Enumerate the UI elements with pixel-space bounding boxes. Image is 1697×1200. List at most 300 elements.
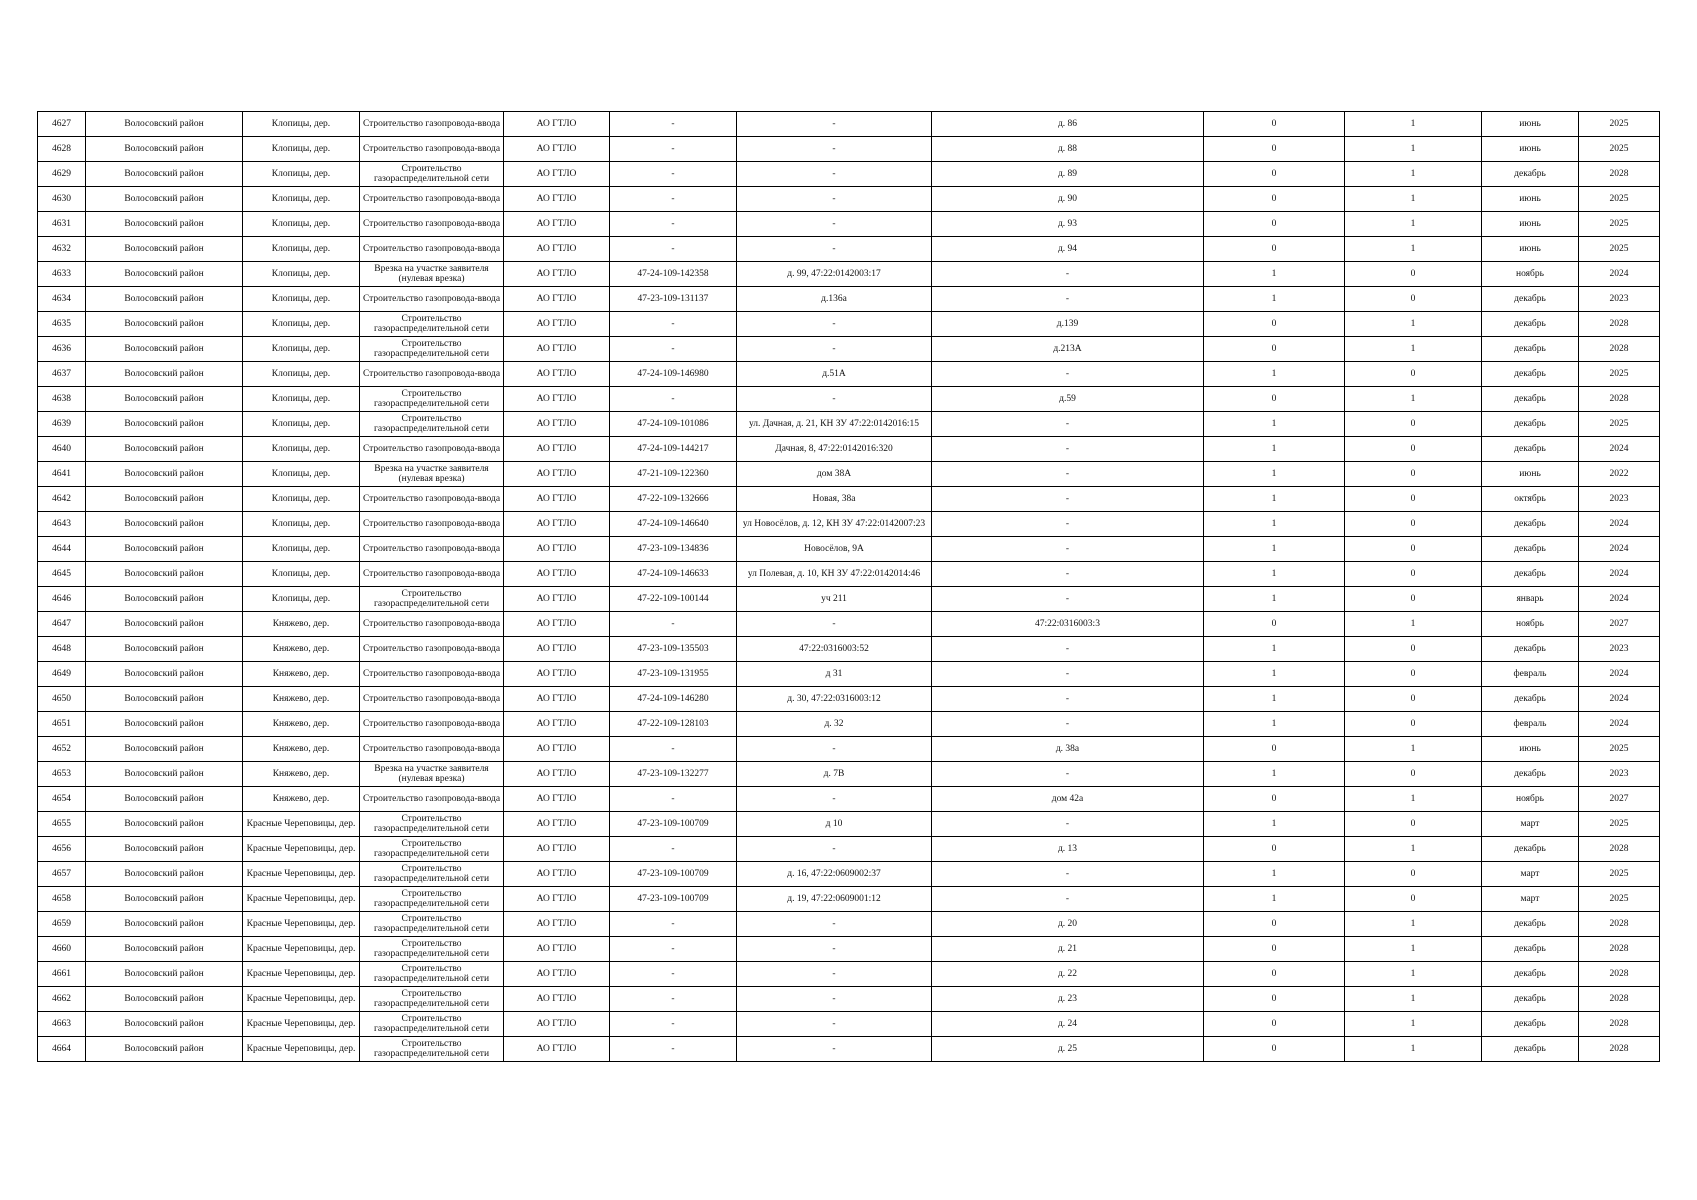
work-type-cell: Строительство газораспределительной сети xyxy=(360,912,504,937)
connected-address-cell: - xyxy=(737,162,932,187)
count-planned-cell: 0 xyxy=(1345,262,1482,287)
count-connected-cell: 1 xyxy=(1204,412,1345,437)
month-cell: ноябрь xyxy=(1482,612,1579,637)
table-row xyxy=(38,487,1660,512)
table-row xyxy=(38,912,1660,937)
year-cell: 2024 xyxy=(1579,587,1660,612)
year-cell: 2025 xyxy=(1579,887,1660,912)
row-number-cell: 4659 xyxy=(38,912,86,937)
locality-cell: Княжево, дер. xyxy=(243,662,360,687)
table-row xyxy=(38,737,1660,762)
connected-address-cell: ул Полевая, д. 10, КН ЗУ 47:22:0142014:46 xyxy=(737,562,932,587)
work-type-cell: Строительство газораспределительной сети xyxy=(360,387,504,412)
table-body xyxy=(38,112,1660,1062)
count-connected-cell: 1 xyxy=(1204,712,1345,737)
row-number-cell: 4644 xyxy=(38,537,86,562)
district-cell: Волосовский район xyxy=(86,612,243,637)
planned-address-cell: д. 22 xyxy=(932,962,1204,987)
work-type-cell: Строительство газопровода-ввода xyxy=(360,187,504,212)
district-cell: Волосовский район xyxy=(86,337,243,362)
count-planned-cell: 0 xyxy=(1345,512,1482,537)
district-cell: Волосовский район xyxy=(86,112,243,137)
count-connected-cell: 0 xyxy=(1204,187,1345,212)
table-row xyxy=(38,437,1660,462)
row-number-cell: 4632 xyxy=(38,237,86,262)
table-row xyxy=(38,512,1660,537)
district-cell: Волосовский район xyxy=(86,412,243,437)
work-type-cell: Строительство газораспределительной сети xyxy=(360,937,504,962)
connected-address-cell: - xyxy=(737,1037,932,1062)
locality-cell: Клопицы, дер. xyxy=(243,212,360,237)
count-connected-cell: 1 xyxy=(1204,512,1345,537)
locality-cell: Красные Череповицы, дер. xyxy=(243,887,360,912)
year-cell: 2028 xyxy=(1579,837,1660,862)
organization-cell: АО ГТЛО xyxy=(504,862,610,887)
month-cell: декабрь xyxy=(1482,912,1579,937)
year-cell: 2025 xyxy=(1579,862,1660,887)
count-planned-cell: 1 xyxy=(1345,337,1482,362)
count-planned-cell: 0 xyxy=(1345,562,1482,587)
planned-address-cell: д. 24 xyxy=(932,1012,1204,1037)
month-cell: декабрь xyxy=(1482,937,1579,962)
count-connected-cell: 0 xyxy=(1204,162,1345,187)
connected-address-cell: д 10 xyxy=(737,812,932,837)
locality-cell: Клопицы, дер. xyxy=(243,537,360,562)
work-type-cell: Строительство газопровода-ввода xyxy=(360,437,504,462)
district-cell: Волосовский район xyxy=(86,437,243,462)
work-type-cell: Строительство газопровода-ввода xyxy=(360,137,504,162)
month-cell: июнь xyxy=(1482,137,1579,162)
planned-address-cell: - xyxy=(932,637,1204,662)
contract-number-cell: - xyxy=(610,987,737,1012)
month-cell: декабрь xyxy=(1482,437,1579,462)
connected-address-cell: д.51А xyxy=(737,362,932,387)
organization-cell: АО ГТЛО xyxy=(504,612,610,637)
contract-number-cell: 47-23-109-131137 xyxy=(610,287,737,312)
count-connected-cell: 0 xyxy=(1204,737,1345,762)
district-cell: Волосовский район xyxy=(86,362,243,387)
locality-cell: Клопицы, дер. xyxy=(243,387,360,412)
work-type-cell: Строительство газопровода-ввода xyxy=(360,362,504,387)
locality-cell: Клопицы, дер. xyxy=(243,512,360,537)
month-cell: октябрь xyxy=(1482,487,1579,512)
table-row xyxy=(38,937,1660,962)
locality-cell: Княжево, дер. xyxy=(243,687,360,712)
count-connected-cell: 0 xyxy=(1204,237,1345,262)
year-cell: 2028 xyxy=(1579,987,1660,1012)
contract-number-cell: 47-24-109-101086 xyxy=(610,412,737,437)
table-row xyxy=(38,262,1660,287)
connected-address-cell: - xyxy=(737,612,932,637)
connected-address-cell: - xyxy=(737,137,932,162)
year-cell: 2025 xyxy=(1579,812,1660,837)
work-type-cell: Строительство газораспределительной сети xyxy=(360,837,504,862)
count-connected-cell: 0 xyxy=(1204,612,1345,637)
locality-cell: Клопицы, дер. xyxy=(243,137,360,162)
planned-address-cell: д.213А xyxy=(932,337,1204,362)
organization-cell: АО ГТЛО xyxy=(504,162,610,187)
month-cell: декабрь xyxy=(1482,362,1579,387)
year-cell: 2025 xyxy=(1579,112,1660,137)
contract-number-cell: 47-24-109-146640 xyxy=(610,512,737,537)
table-row xyxy=(38,187,1660,212)
work-type-cell: Строительство газопровода-ввода xyxy=(360,737,504,762)
planned-address-cell: д. 20 xyxy=(932,912,1204,937)
table-row xyxy=(38,112,1660,137)
connected-address-cell: д. 16, 47:22:0609002:37 xyxy=(737,862,932,887)
year-cell: 2028 xyxy=(1579,962,1660,987)
organization-cell: АО ГТЛО xyxy=(504,487,610,512)
month-cell: декабрь xyxy=(1482,687,1579,712)
table-row xyxy=(38,412,1660,437)
organization-cell: АО ГТЛО xyxy=(504,462,610,487)
count-connected-cell: 1 xyxy=(1204,262,1345,287)
district-cell: Волосовский район xyxy=(86,962,243,987)
row-number-cell: 4637 xyxy=(38,362,86,387)
count-planned-cell: 1 xyxy=(1345,737,1482,762)
organization-cell: АО ГТЛО xyxy=(504,512,610,537)
row-number-cell: 4654 xyxy=(38,787,86,812)
planned-address-cell: д. 21 xyxy=(932,937,1204,962)
count-planned-cell: 1 xyxy=(1345,987,1482,1012)
row-number-cell: 4639 xyxy=(38,412,86,437)
locality-cell: Красные Череповицы, дер. xyxy=(243,1012,360,1037)
district-cell: Волосовский район xyxy=(86,937,243,962)
year-cell: 2028 xyxy=(1579,1037,1660,1062)
contract-number-cell: 47-24-109-142358 xyxy=(610,262,737,287)
work-type-cell: Строительство газопровода-ввода xyxy=(360,487,504,512)
row-number-cell: 4643 xyxy=(38,512,86,537)
planned-address-cell: д. 25 xyxy=(932,1037,1204,1062)
count-planned-cell: 1 xyxy=(1345,1037,1482,1062)
count-planned-cell: 0 xyxy=(1345,362,1482,387)
organization-cell: АО ГТЛО xyxy=(504,637,610,662)
contract-number-cell: - xyxy=(610,112,737,137)
work-type-cell: Строительство газораспределительной сети xyxy=(360,412,504,437)
locality-cell: Клопицы, дер. xyxy=(243,112,360,137)
table-row xyxy=(38,862,1660,887)
row-number-cell: 4628 xyxy=(38,137,86,162)
row-number-cell: 4655 xyxy=(38,812,86,837)
district-cell: Волосовский район xyxy=(86,187,243,212)
table-row xyxy=(38,337,1660,362)
year-cell: 2024 xyxy=(1579,262,1660,287)
month-cell: декабрь xyxy=(1482,837,1579,862)
count-planned-cell: 0 xyxy=(1345,687,1482,712)
count-connected-cell: 0 xyxy=(1204,337,1345,362)
connected-address-cell: - xyxy=(737,987,932,1012)
count-planned-cell: 1 xyxy=(1345,912,1482,937)
count-connected-cell: 0 xyxy=(1204,937,1345,962)
district-cell: Волосовский район xyxy=(86,862,243,887)
planned-address-cell: - xyxy=(932,512,1204,537)
year-cell: 2028 xyxy=(1579,912,1660,937)
year-cell: 2024 xyxy=(1579,687,1660,712)
month-cell: декабрь xyxy=(1482,987,1579,1012)
work-type-cell: Врезка на участке заявителя (нулевая врезка) xyxy=(360,762,504,787)
locality-cell: Княжево, дер. xyxy=(243,787,360,812)
count-planned-cell: 1 xyxy=(1345,137,1482,162)
contract-number-cell: 47-23-109-132277 xyxy=(610,762,737,787)
count-planned-cell: 1 xyxy=(1345,612,1482,637)
planned-address-cell: - xyxy=(932,862,1204,887)
count-connected-cell: 1 xyxy=(1204,462,1345,487)
work-type-cell: Врезка на участке заявителя (нулевая врезка) xyxy=(360,262,504,287)
count-planned-cell: 1 xyxy=(1345,962,1482,987)
row-number-cell: 4646 xyxy=(38,587,86,612)
connected-address-cell: - xyxy=(737,212,932,237)
connected-address-cell: д.136а xyxy=(737,287,932,312)
organization-cell: АО ГТЛО xyxy=(504,212,610,237)
month-cell: февраль xyxy=(1482,662,1579,687)
contract-number-cell: - xyxy=(610,837,737,862)
contract-number-cell: - xyxy=(610,212,737,237)
locality-cell: Княжево, дер. xyxy=(243,712,360,737)
month-cell: март xyxy=(1482,812,1579,837)
organization-cell: АО ГТЛО xyxy=(504,687,610,712)
organization-cell: АО ГТЛО xyxy=(504,137,610,162)
month-cell: декабрь xyxy=(1482,1012,1579,1037)
district-cell: Волосовский район xyxy=(86,987,243,1012)
year-cell: 2027 xyxy=(1579,787,1660,812)
table-row xyxy=(38,287,1660,312)
locality-cell: Красные Череповицы, дер. xyxy=(243,912,360,937)
work-type-cell: Строительство газопровода-ввода xyxy=(360,637,504,662)
year-cell: 2024 xyxy=(1579,662,1660,687)
count-connected-cell: 0 xyxy=(1204,962,1345,987)
district-cell: Волосовский район xyxy=(86,837,243,862)
contract-number-cell: 47-22-109-128103 xyxy=(610,712,737,737)
work-type-cell: Строительство газораспределительной сети xyxy=(360,1037,504,1062)
count-planned-cell: 0 xyxy=(1345,862,1482,887)
year-cell: 2023 xyxy=(1579,762,1660,787)
count-connected-cell: 1 xyxy=(1204,862,1345,887)
count-planned-cell: 0 xyxy=(1345,437,1482,462)
month-cell: июнь xyxy=(1482,187,1579,212)
table-row xyxy=(38,462,1660,487)
contract-number-cell: - xyxy=(610,137,737,162)
organization-cell: АО ГТЛО xyxy=(504,262,610,287)
district-cell: Волосовский район xyxy=(86,1037,243,1062)
contract-number-cell: 47-23-109-131955 xyxy=(610,662,737,687)
contract-number-cell: - xyxy=(610,612,737,637)
row-number-cell: 4629 xyxy=(38,162,86,187)
organization-cell: АО ГТЛО xyxy=(504,437,610,462)
district-cell: Волосовский район xyxy=(86,787,243,812)
table-row xyxy=(38,837,1660,862)
connected-address-cell: д. 30, 47:22:0316003:12 xyxy=(737,687,932,712)
connected-address-cell: - xyxy=(737,837,932,862)
year-cell: 2028 xyxy=(1579,387,1660,412)
locality-cell: Красные Череповицы, дер. xyxy=(243,837,360,862)
row-number-cell: 4652 xyxy=(38,737,86,762)
locality-cell: Красные Череповицы, дер. xyxy=(243,862,360,887)
organization-cell: АО ГТЛО xyxy=(504,1037,610,1062)
organization-cell: АО ГТЛО xyxy=(504,987,610,1012)
year-cell: 2023 xyxy=(1579,287,1660,312)
row-number-cell: 4650 xyxy=(38,687,86,712)
count-planned-cell: 0 xyxy=(1345,812,1482,837)
locality-cell: Красные Череповицы, дер. xyxy=(243,1037,360,1062)
count-planned-cell: 1 xyxy=(1345,187,1482,212)
month-cell: декабрь xyxy=(1482,162,1579,187)
connected-address-cell: 47:22:0316003:52 xyxy=(737,637,932,662)
organization-cell: АО ГТЛО xyxy=(504,912,610,937)
district-cell: Волосовский район xyxy=(86,487,243,512)
year-cell: 2025 xyxy=(1579,737,1660,762)
connected-address-cell: - xyxy=(737,787,932,812)
month-cell: декабрь xyxy=(1482,387,1579,412)
district-cell: Волосовский район xyxy=(86,637,243,662)
table-row xyxy=(38,787,1660,812)
count-connected-cell: 0 xyxy=(1204,137,1345,162)
district-cell: Волосовский район xyxy=(86,587,243,612)
count-planned-cell: 0 xyxy=(1345,762,1482,787)
work-type-cell: Врезка на участке заявителя (нулевая врезка) xyxy=(360,462,504,487)
count-planned-cell: 1 xyxy=(1345,212,1482,237)
count-planned-cell: 1 xyxy=(1345,112,1482,137)
row-number-cell: 4636 xyxy=(38,337,86,362)
contract-number-cell: - xyxy=(610,387,737,412)
locality-cell: Клопицы, дер. xyxy=(243,337,360,362)
planned-address-cell: д.139 xyxy=(932,312,1204,337)
locality-cell: Красные Череповицы, дер. xyxy=(243,812,360,837)
contract-number-cell: - xyxy=(610,912,737,937)
row-number-cell: 4649 xyxy=(38,662,86,687)
district-cell: Волосовский район xyxy=(86,162,243,187)
count-planned-cell: 0 xyxy=(1345,712,1482,737)
contract-number-cell: - xyxy=(610,237,737,262)
work-type-cell: Строительство газопровода-ввода xyxy=(360,787,504,812)
district-cell: Волосовский район xyxy=(86,737,243,762)
organization-cell: АО ГТЛО xyxy=(504,737,610,762)
district-cell: Волосовский район xyxy=(86,262,243,287)
row-number-cell: 4641 xyxy=(38,462,86,487)
district-cell: Волосовский район xyxy=(86,462,243,487)
organization-cell: АО ГТЛО xyxy=(504,312,610,337)
row-number-cell: 4651 xyxy=(38,712,86,737)
count-connected-cell: 1 xyxy=(1204,537,1345,562)
table-row xyxy=(38,712,1660,737)
year-cell: 2023 xyxy=(1579,487,1660,512)
organization-cell: АО ГТЛО xyxy=(504,812,610,837)
connected-address-cell: - xyxy=(737,387,932,412)
year-cell: 2025 xyxy=(1579,412,1660,437)
year-cell: 2025 xyxy=(1579,187,1660,212)
work-type-cell: Строительство газопровода-ввода xyxy=(360,112,504,137)
organization-cell: АО ГТЛО xyxy=(504,112,610,137)
planned-address-cell: - xyxy=(932,762,1204,787)
count-planned-cell: 1 xyxy=(1345,237,1482,262)
planned-address-cell: - xyxy=(932,412,1204,437)
month-cell: декабрь xyxy=(1482,287,1579,312)
count-planned-cell: 0 xyxy=(1345,587,1482,612)
work-type-cell: Строительство газораспределительной сети xyxy=(360,887,504,912)
locality-cell: Клопицы, дер. xyxy=(243,312,360,337)
locality-cell: Княжево, дер. xyxy=(243,612,360,637)
row-number-cell: 4658 xyxy=(38,887,86,912)
organization-cell: АО ГТЛО xyxy=(504,587,610,612)
row-number-cell: 4633 xyxy=(38,262,86,287)
year-cell: 2025 xyxy=(1579,212,1660,237)
count-connected-cell: 0 xyxy=(1204,912,1345,937)
contract-number-cell: 47-24-109-146633 xyxy=(610,562,737,587)
planned-address-cell: - xyxy=(932,812,1204,837)
work-type-cell: Строительство газопровода-ввода xyxy=(360,712,504,737)
work-type-cell: Строительство газопровода-ввода xyxy=(360,212,504,237)
count-connected-cell: 1 xyxy=(1204,662,1345,687)
contract-number-cell: - xyxy=(610,962,737,987)
organization-cell: АО ГТЛО xyxy=(504,937,610,962)
organization-cell: АО ГТЛО xyxy=(504,762,610,787)
month-cell: декабрь xyxy=(1482,962,1579,987)
count-connected-cell: 1 xyxy=(1204,687,1345,712)
contract-number-cell: - xyxy=(610,187,737,212)
locality-cell: Клопицы, дер. xyxy=(243,162,360,187)
contract-number-cell: - xyxy=(610,737,737,762)
count-planned-cell: 1 xyxy=(1345,312,1482,337)
year-cell: 2028 xyxy=(1579,1012,1660,1037)
connected-address-cell: д. 99, 47:22:0142003:17 xyxy=(737,262,932,287)
connected-address-cell: Дачная, 8, 47:22:0142016:320 xyxy=(737,437,932,462)
month-cell: июнь xyxy=(1482,212,1579,237)
organization-cell: АО ГТЛО xyxy=(504,387,610,412)
table-row xyxy=(38,587,1660,612)
table-row xyxy=(38,212,1660,237)
district-cell: Волосовский район xyxy=(86,312,243,337)
table-row xyxy=(38,162,1660,187)
table-row xyxy=(38,637,1660,662)
connected-address-cell: - xyxy=(737,937,932,962)
connected-address-cell: дом 38А xyxy=(737,462,932,487)
work-type-cell: Строительство газопровода-ввода xyxy=(360,662,504,687)
organization-cell: АО ГТЛО xyxy=(504,362,610,387)
row-number-cell: 4638 xyxy=(38,387,86,412)
connected-address-cell: д. 32 xyxy=(737,712,932,737)
count-connected-cell: 1 xyxy=(1204,587,1345,612)
month-cell: декабрь xyxy=(1482,562,1579,587)
planned-address-cell: 47:22:0316003:3 xyxy=(932,612,1204,637)
locality-cell: Клопицы, дер. xyxy=(243,262,360,287)
month-cell: декабрь xyxy=(1482,637,1579,662)
district-cell: Волосовский район xyxy=(86,212,243,237)
contract-number-cell: 47-24-109-144217 xyxy=(610,437,737,462)
organization-cell: АО ГТЛО xyxy=(504,1012,610,1037)
row-number-cell: 4627 xyxy=(38,112,86,137)
connected-address-cell: - xyxy=(737,312,932,337)
row-number-cell: 4662 xyxy=(38,987,86,1012)
count-planned-cell: 0 xyxy=(1345,487,1482,512)
planned-address-cell: - xyxy=(932,687,1204,712)
organization-cell: АО ГТЛО xyxy=(504,237,610,262)
year-cell: 2024 xyxy=(1579,537,1660,562)
planned-address-cell: д. 94 xyxy=(932,237,1204,262)
row-number-cell: 4635 xyxy=(38,312,86,337)
work-type-cell: Строительство газопровода-ввода xyxy=(360,237,504,262)
district-cell: Волосовский район xyxy=(86,762,243,787)
table-row xyxy=(38,612,1660,637)
month-cell: март xyxy=(1482,887,1579,912)
month-cell: декабрь xyxy=(1482,1037,1579,1062)
locality-cell: Красные Череповицы, дер. xyxy=(243,937,360,962)
locality-cell: Клопицы, дер. xyxy=(243,362,360,387)
year-cell: 2024 xyxy=(1579,562,1660,587)
year-cell: 2022 xyxy=(1579,462,1660,487)
district-cell: Волосовский район xyxy=(86,137,243,162)
contract-number-cell: 47-23-109-134836 xyxy=(610,537,737,562)
connected-address-cell: - xyxy=(737,337,932,362)
planned-address-cell: - xyxy=(932,287,1204,312)
